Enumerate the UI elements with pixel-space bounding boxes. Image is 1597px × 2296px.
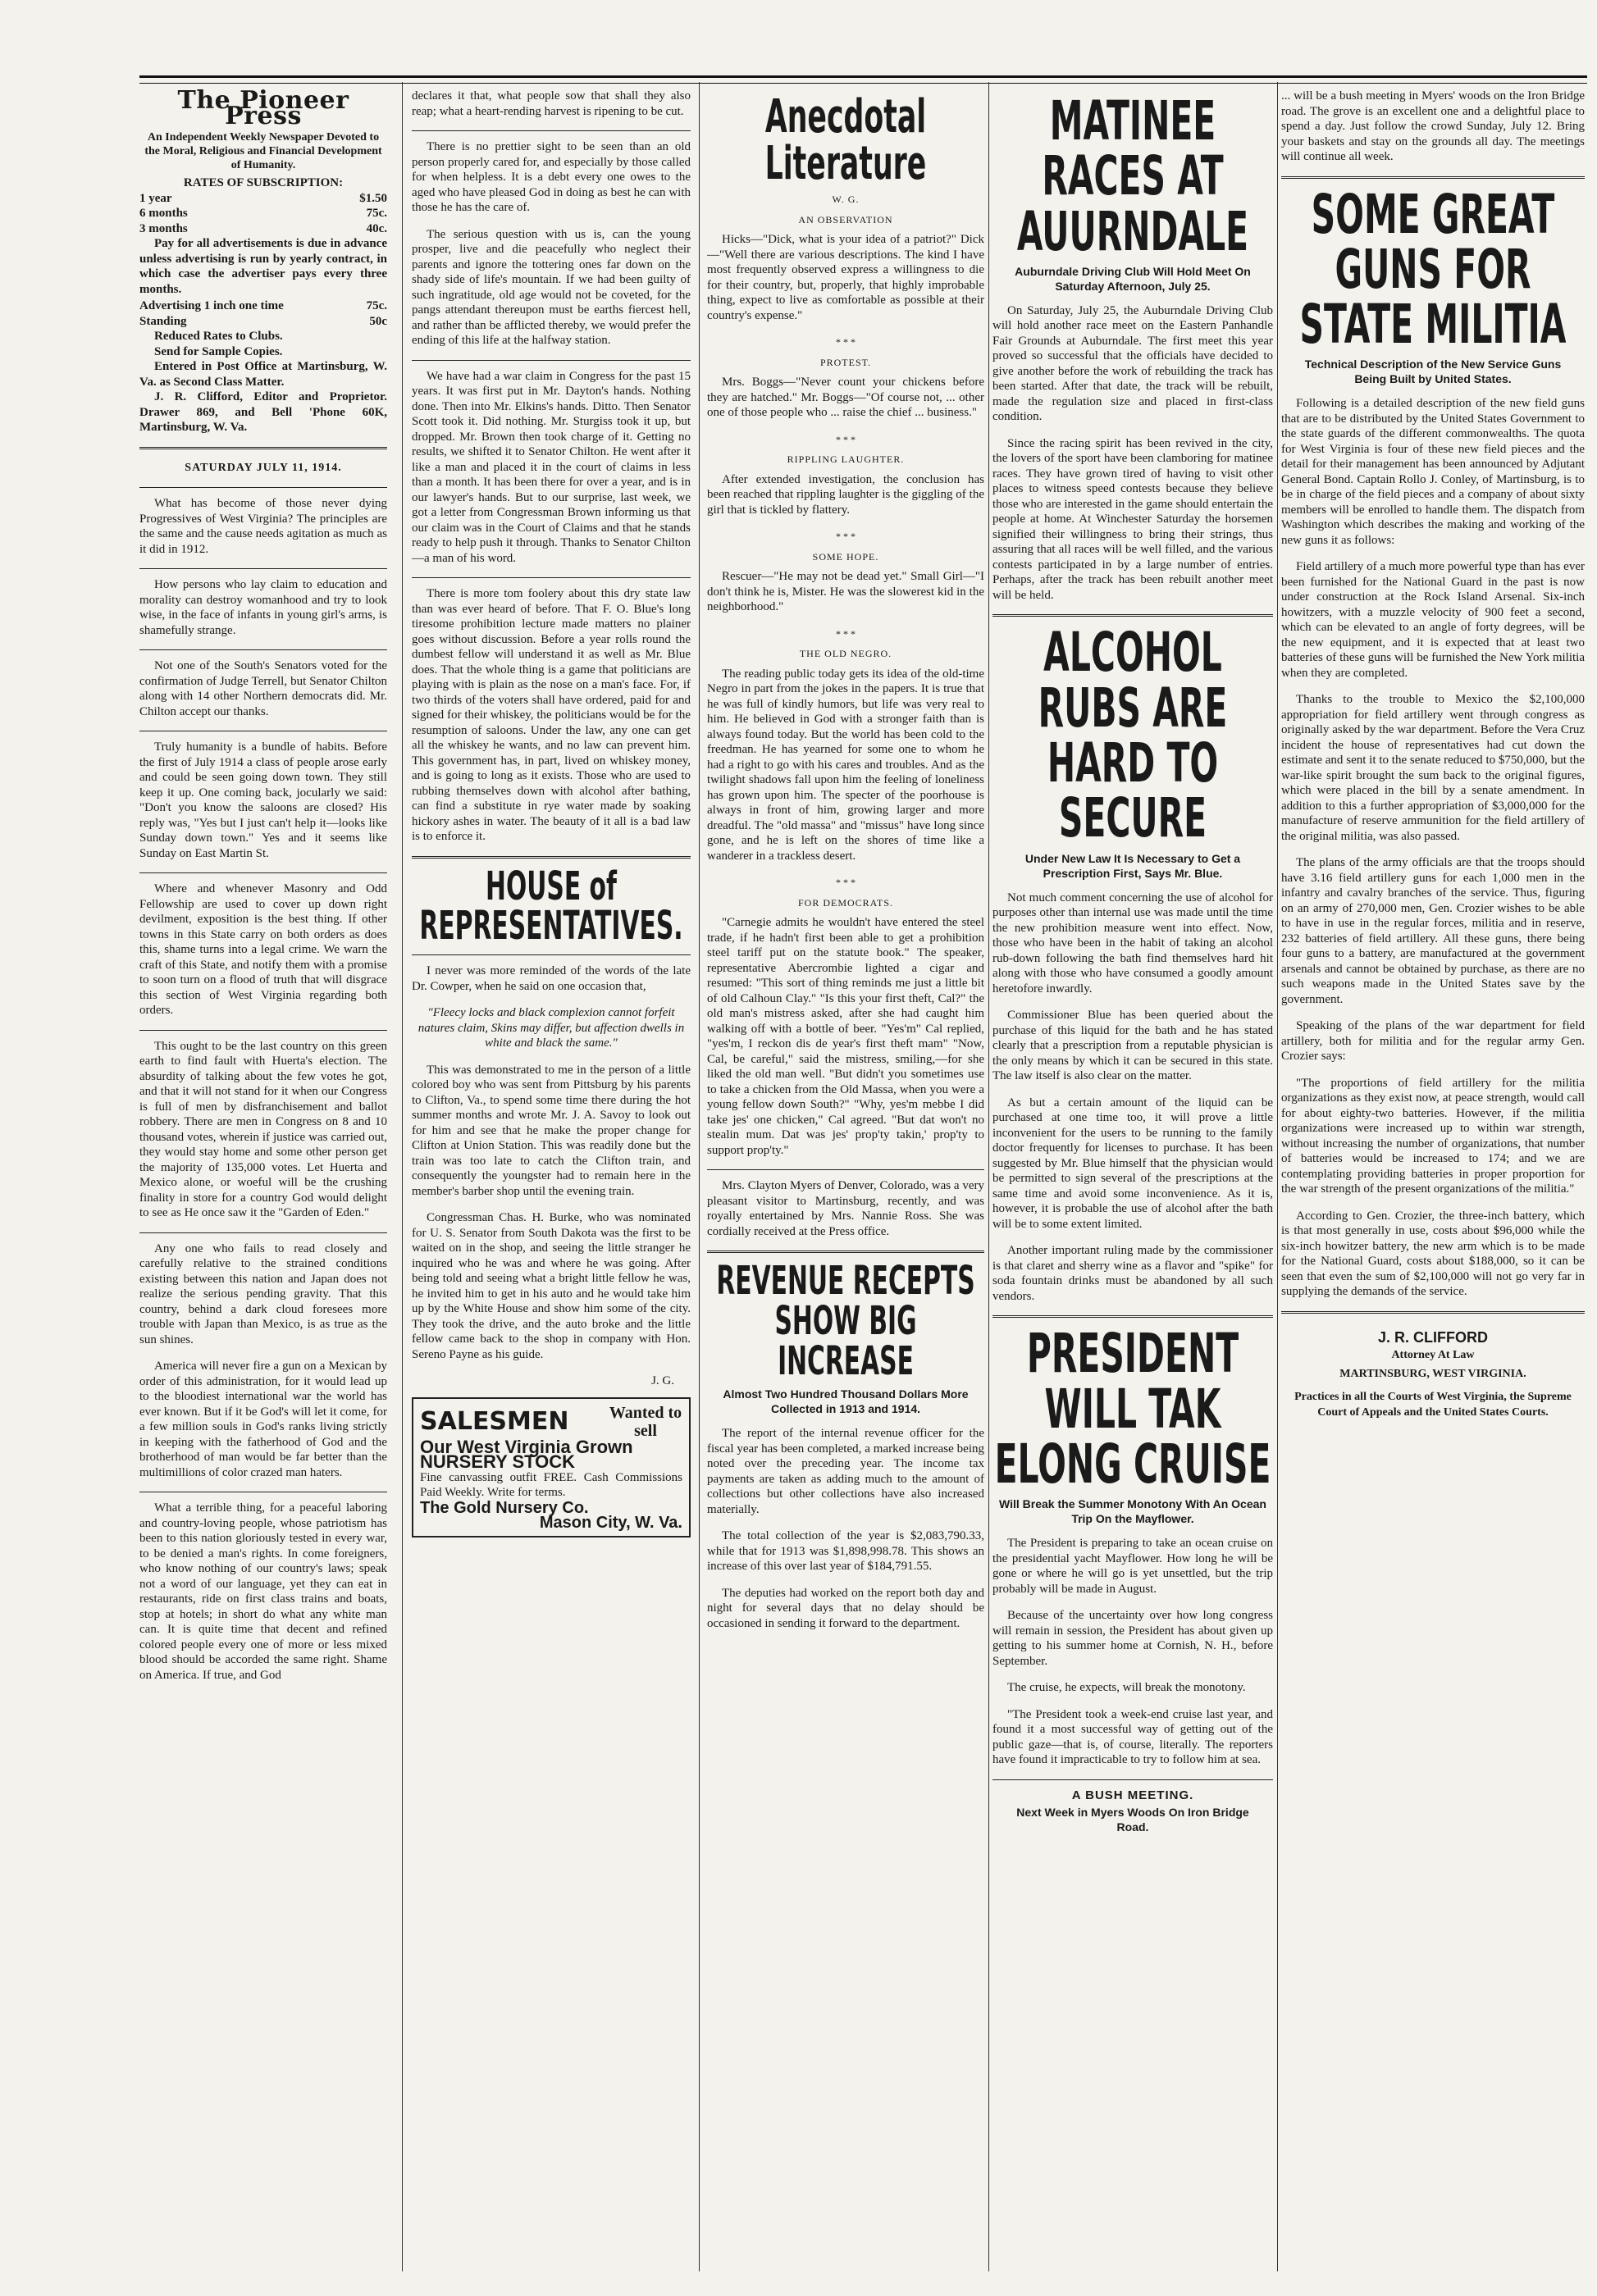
article-paragraph: Because of the uncertainty over how long congress will remain in session, the President has about given up getting to his summer home at Cornish, N. H., before September. [992,1609,1273,1668]
anecdote-text: Hicks—"Dick, what is your idea of a patriot?" Dick—"Well there are various descriptions. The kind I have most frequently observed express a willingness to die for their country, but, properly, that highly improbable thing, expect to live as comfortable as possible at their country's expense." [707,233,984,322]
anecdote-text: Mrs. Boggs—"Never count your chickens before they are hatched." Mr. Boggs—"Of course not, ... other one of those people who ... raise the chief ... business." [707,376,984,420]
house-headline: HOUSE of REPRESENTATIVES. [419,863,683,950]
article-paragraph: Speaking of the plans of the war department for field artillery, both for militia and for the regular army Gen. Crozier says: [1281,1019,1585,1064]
guns-subhead: Technical Description of the New Service Guns Being Built by United States. [1304,358,1562,386]
editorial-paragraph: Where and whenever Masonry and Odd Fellowship are used to cover up down right devilment, exposition is the best thing. If other towns in this State carry on both orders as does this, shame turns into a legal crime. We warn the craft of this State, and notify them with a promise to soon turn on a flood of truth that will disgrace this section of West Virginia regarding both orders. [139,882,387,1017]
divider [139,568,387,569]
editorial-paragraph: There is no prettier sight to be seen than an old person properly cared for, and especially by those called for when helpless. It is a debt every one owes to the aged who have pleased God in doing as best he can with those he has the care of. [412,140,691,214]
personal-note: Mrs. Clayton Myers of Denver, Colorado, was a very pleasant visitor to Martinsburg, recently, and was royally entertained by Mrs. Nannie Ross. She was cordially received at the Press office. [707,1179,984,1238]
article-paragraph: Congressman Chas. H. Burke, who was nominated for U. S. Senator from South Dakota was the first to be waited on in the shop, and seeing the little stranger he inquired who he was and where he was going. After being told and seeing what a bright little fellow he was, he invited him to get in his auto and he would take him up by the White House and show him some of the city. They took the drive, and the auto broke and the little fellow came back to the shop in company with Hon. Sereno Payne as his guide. [412,1211,691,1361]
bush-meeting-headline: A BUSH MEETING. [1071,1788,1194,1802]
divider [412,577,691,578]
article-paragraph: I never was more reminded of the words of the late Dr. Cowper, when he said on one occasion that, [412,964,691,993]
article-paragraph: "The President took a week-end cruise last year, and found it a most successful way of getting out of the public gaze—that is, of course, literally. The reporters have found it impracticable to try to follow him at sea. [992,1707,1273,1767]
rate-row: 1 year $1.50 [139,191,387,205]
editor-note: J. R. Clifford, Editor and Proprietor. Drawer 869, and Bell 'Phone 60K, Martinsburg, W. Va. [139,390,387,434]
ad-rate-row: Standing 50c [139,314,387,328]
anecdote-title: SOME HOPE. [812,550,879,563]
divider [412,360,691,361]
editorial-paragraph: declares it that, what people sow that shall they also reap; what a heart-rending harvest is ripening to be cut. [412,89,691,118]
column-1 [139,89,387,2270]
ad-body: Fine canvassing outfit FREE. Cash Commissions Paid Weekly. Write for terms. [420,1470,682,1500]
separator-asterisks: * * * [836,336,856,348]
column-2 [412,89,691,2270]
article-paragraph: Following is a detailed description of the new field guns that are to be distributed by the United States Government to the state guards of the different commonwealths. The quota for West Virginia is four of these new field pieces and the detail for their management has been announced by Adjutant General Bond. Captain Rollo J. Conley, of Martinsburg, is to be in charge of the field pieces and a company of about sixty members will be enrolled to handle them. The dispatch from Washington which describes the making and working of the new guns it as follows: [1281,397,1585,547]
ad-company: The Gold Nursery Co. [420,1498,589,1517]
byline: W. G. [832,194,860,206]
divider [139,487,387,488]
president-subhead: Will Break the Summer Monotony With An Ocean Trip On the Mayflower. [999,1497,1266,1526]
article-paragraph: ... will be a bush meeting in Myers' woods on the Iron Bridge road. The grove is an excellent one and a delightful place to spend a day. Just follow the crowd Sunday, July 12. Bring your baskets and stay on the grounds all day. The meetings will continue all week. [1281,89,1585,163]
editorial-paragraph: The serious question with us is, can the young prosper, live and die peacefully who neglect their parents and ignore the tottering ones far down on the shady side of life's mountain. If we had been guilty of such ingratitude, old age would not be coveted, for the pangs attendant thereupon must be earths fiercest hell, and rather than be afflicted thereby, we would prefer the ending of this life at the halfway station. [412,227,691,347]
column-5 [1281,89,1585,2270]
divider [139,447,387,449]
ad-line: NURSERY STOCK [420,1451,576,1473]
anecdote-text: The reading public today gets its idea of the old-time Negro in part from the jokes in the papers. It is true that he was full of kindly humors, but life was very real to him. He believed in God with a stronger faith than is always found today. But the world has been cold to the freedman. He has yearned for some one to whom he had a right to go with his cares and troubles. And as the twilight shadows fall upon him the feeling of loneliness has grown upon him. The specter of the poorhouse is always in front of him, growing larger and more dreadful. The "old massa" and "missus" have long since gone, and he is left on the shores of time like a wanderer in a trackless desert. [707,667,984,863]
rates-header: RATES OF SUBSCRIPTION: [183,176,344,189]
card-title: Attorney At Law [1391,1349,1475,1362]
pay-note: Pay for all advertisements is due in advance unless advertising is run by yearly contract, in which case the advertiser pays every three months. [139,237,387,296]
anecdote-title: RIPPLING LAUGHTER. [787,453,905,466]
column-rule [988,82,989,2271]
editorial-paragraph: This ought to be the last country on this green earth to find fault with Huerta's election. The absurdity of talking about the few votes he got, and that it will not stand for it when our Congress is full of men by disfranchisement and ballot robbery. There are men in Congress on 8 and 10 thousand votes, wherein if justice was carried out, they would stay home and some other person get the majority of 135,000 votes. Let Huerta and Mexico alone, or woeful will be the crushing finality in store for a country God would delight to see as He once saw it the "Garden of Eden." [139,1039,387,1219]
anecdote-title: THE OLD NEGRO. [799,648,892,660]
divider [992,614,1273,617]
masthead-title: The Pioneer Press [177,89,349,130]
divider [139,872,387,873]
article-paragraph: As but a certain amount of the liquid can be purchased at one time too, it will prove a little inconvenient for the users to be running to the family doctor frequently for licenses to purchase. It has been suggested by Mr. Blue himself that the physician would be permitted to sign several of the prescriptions at the same time and avoid some inconvenience. As it is, however, it is probable the use of alcohol after the bath will be to some extent limited. [992,1096,1273,1231]
article-paragraph: According to Gen. Crozier, the three-inch battery, which is that most generally in use, costs about $96,000 while the six-inch howitzer battery, the new arm which is to be made for the National Guard, costs about $188,000, so it can be seen that even the sum of $2,100,000 will not go very far in supplying the demands of the service. [1281,1209,1585,1299]
ad-headline: SALESMEN [420,1406,569,1436]
editorial-paragraph: How persons who lay claim to education and morality can destroy womanhood and try to look wise, in the face of infants in young girl's arms, is shamefully strange. [139,578,387,637]
rate-row: 3 months 40c. [139,221,387,235]
article-paragraph: The deputies had worked on the report both day and night for several days that no delay should be occasioned in sending it forward to the department. [707,1586,984,1630]
attorney-card [1281,1330,1585,1421]
ad-rate-row: Advertising 1 inch one time 75c. [139,299,387,312]
article-paragraph: The report of the internal revenue officer for the fiscal year has been completed, a marked increase being noted over the preceding year. The income tax payments are taken as adding much to the amount of collections but other collections have also increased materially. [707,1427,984,1516]
divider [1281,176,1585,179]
matinee-subhead: Auburndale Driving Club Will Hold Meet On Saturday Afternoon, July 25. [1015,264,1251,293]
ad-wanted: Wanted to sell [609,1403,682,1440]
anecdote-text: "Carnegie admits he wouldn't have entered the steel trade, if he hadn't first been able to get a prohibition steel tariff put on the statute book." The speaker, representative Abercrombie lighted a cigar and resumed: "This sort of thing reminds me just a little bit of old Calhoun Clay." "Is this your first theft, Cal?" the old man's mistress asked, after she had caught him walking off with a bottle of beer. "Yes'm" Cal replied, "yes'm, I reckon dis de year's first theft mam" "Now, Cal, be careful," said the mistress, smiling,—for she liked the old man well. "But didn't you sometimes use to take a chicken from the Old Massa, when you were a young fellow down South?" "Why, yes'm mebbe I did take jes' one chicken," Cal agreed. "But dat won't no stealin mum. Dat was jes' prop'ty takin,' prop'ty to support prop'ty." [707,916,984,1157]
dateline: SATURDAY JULY 11, 1914. [185,461,342,474]
divider [139,1232,387,1233]
editorial-paragraph: What has become of those never dying Progressives of West Virginia? The principles are the same and the cause needs agitation as much as it did in 1912. [139,497,387,556]
guns-headline: SOME GREAT GUNS FOR STATE MILITIA [1299,182,1567,357]
separator-asterisks: * * * [836,433,856,445]
article-paragraph: This was demonstrated to me in the person of a little colored boy who was sent from Pittsburg by his parents to Clifton, Va., to spend some time there during the hot summer months and wrote Mr. J. A. Savoy to look out for him and see that he make the proper change for Clifton at Union Station. This was readily done but the train was too late to catch the Clifton train, and consequently the youngster had to remain here in the member's barber shop until the evening train. [412,1063,691,1198]
column-rule [402,82,403,2271]
poem-quote: "Fleecy locks and black complexion cannot forfeit natures claim, Skins may differ, but affection dwells in white and black the same." [418,1006,685,1050]
matinee-headline: MATINEE RACES AT AUURNDALE [1016,89,1249,263]
divider [139,1030,387,1031]
column-3 [707,89,984,2270]
entered-note: Entered in Post Office at Martinsburg, W. Va. as Second Class Matter. [139,360,387,389]
rate-row: 6 months 75c. [139,207,387,220]
separator-asterisks: * * * [836,877,856,889]
divider [992,1779,1273,1780]
salesmen-ad [412,1397,691,1538]
separator-asterisks: * * * [836,531,856,543]
anecdote-title: FOR DEMOCRATS. [797,896,894,909]
divider [1281,1311,1585,1314]
article-paragraph: The President is preparing to take an ocean cruise on the presidential yacht Mayflower. How long he will be gone or where he will go is yet unsettled, but the trip probably will be made in August. [992,1537,1273,1596]
editorial-paragraph: There is more tom foolery about this dry state law than was ever heard of before. That F. O. Blue's long tiresome prohibition lecture made matters no plainer goes without discussion. Before a year rolls round the dumbest fellow will understand it as well as Mr. Blue does. That the whole thing is a game that politicians are playing with is plain as the nose on a man's face. For, if two thirds of the voters shall have ordered, paid for and signed for their whiskey, the politicians would be for the resumption of saloons. Under the law, any one can get all the whiskey he wants, and no law can prevent him. This government has, in part, lived on whiskey money, and is going to long as it exists. Those who are used to rubbing themselves down with alcohol after bathing, can find a substitute in rye water made by soaking hickory ashes in water. The beauty of it all is a bad law is to enforce it. [412,587,691,843]
president-headline: PRESIDENT WILL TAK ELONG CRUISE [994,1322,1271,1496]
bush-meeting-subhead: Next Week in Myers Woods On Iron Bridge Road. [1016,1805,1249,1834]
article-paragraph: Another important ruling made by the commissioner is that claret and sherry wine as a flavor and "spike" for soda fountain drinks must be abandoned by all such vendors. [992,1244,1273,1303]
card-practice: Practices in all the Courts of West Virginia, the Supreme Court of Appeals and the United States Courts. [1294,1391,1572,1419]
editorial-paragraph: Not one of the South's Senators voted for the confirmation of Judge Terrell, but Senator Chilton along with 14 other Northern democrats did. Mr. Chilton accept our thanks. [139,659,387,718]
column-4 [992,89,1273,2270]
editorial-paragraph: What a terrible thing, for a peaceful laboring and country-loving people, whose patriotism has been to this nation gloriously tested in every war, to be denied a man's rights. In come foreigners, who know nothing of our country's laws; speak not a word of our language, yet they can eat in restaurants, ride on first class trains and boats, stop at hotels; in short do what any white man can. It is quite time that decent and refined colored people every one of more or less mixed blood should be accorded the same right. Shame on America. If true, and God [139,1501,387,1682]
divider [707,1250,984,1253]
anecdote-text: Rescuer—"He may not be dead yet." Small Girl—"I don't think he is, Mister. He was the slowerest kid in the neighborhood." [707,570,984,614]
article-paragraph: The total collection of the year is $2,083,790.33, while that for 1913 was $1,898,998.78. This shows an increase of this over last year of $184,791.55. [707,1529,984,1574]
column-rule [699,82,700,2271]
alcohol-headline: ALCOHOL RUBS ARE HARD TO SECURE [1038,621,1228,850]
article-signature: J. G. [651,1374,674,1388]
editorial-paragraph: Any one who fails to read closely and carefully relative to the strained conditions existing between this nation and Japan does not realize the serious pending gravity. That this country, behind a dark cloud foresees more trouble with Japan than Mexico, is as true as the sun shines. [139,1241,387,1346]
divider [412,130,691,131]
anecdote-title: AN OBSERVATION [798,213,893,226]
card-name: J. R. CLIFFORD [1378,1328,1488,1346]
sample-copies: Send for Sample Copies. [154,344,283,358]
column-rule [1277,82,1278,2271]
divider [992,1315,1273,1318]
anecdote-title: PROTEST. [819,356,872,368]
reduced-rates: Reduced Rates to Clubs. [154,330,283,343]
editorial-paragraph: America will never fire a gun on a Mexican by order of this administration, for it would lead up to the bloodiest international war the world has ever known. But if it be God's will let it come, for a few million souls in God's ranks living strictly in keeping with the fatherhood of God and the brotherhood of man would be far better than the multimillions of color crazed man haters. [139,1360,387,1479]
revenue-subhead: Almost Two Hundred Thousand Dollars More Collected in 1913 and 1914. [723,1387,969,1416]
article-paragraph: Thanks to the trouble to Mexico the $2,100,000 appropriation for field artillery went through congress as originally asked by the war department. Before the Vera Cruz incident the house of representatives had cut down the estimate and sent it to the senate reduced to $750,000, but the war-like spirit brought the sum back to the original figures, which were placed in the bill by a senate amendment. In addition to this a further appropriation of $3,000,000 for the manufacture of reserve ammunition for the field artillery of the original militia, was also passed. [1281,693,1585,843]
separator-asterisks: * * * [836,627,856,640]
top-rule [139,75,1587,84]
article-paragraph: Field artillery of a much more powerful type than has ever been furnished for the National Guard in the past is now under construction at the Rock Island Arsenal. Six-inch howitzers, with a muzzle velocity of 900 feet a second, which can be elevated to an angle of forty degrees, will be the new equipment, and it is expected that at least two batteries of these guns will be furnished the New York militia when they are completed. [1281,560,1585,680]
anecdotal-headline: Anecdotal Literature [764,90,927,191]
divider [412,954,691,955]
divider [412,856,691,859]
article-paragraph: "The proportions of field artillery for the militia organizations as they exist now, at peace strength, would call for about eighty-two batteries. However, if the militia organizations were increased up to within war strength, without increasing the number of organizations, that number of batteries would be increased to 174; and we are contemplating providing batteries in proper proportion for the war strength of the present organizations of the militia." [1281,1076,1585,1196]
divider [707,1169,984,1170]
article-paragraph: On Saturday, July 25, the Auburndale Driving Club will hold another race meet on the Eastern Panhandle Fair Grounds at Auburndale. The first meet this year proved so successful that the officials have decided to give another before the work of rebuilding the track has been started. After that date, the track will be rebuilt, made the regulation size and placed in first-class condition. [992,303,1273,424]
article-paragraph: Not much comment concerning the use of alcohol for purposes other than internal use was made until the time the new prohibition measure went into effect. Now, those who have been in the habit of taking an alcohol rub-down following the bath find themselves hard hit along with those who have consumed a goodly amount heretofore inwardly. [992,891,1273,995]
article-paragraph: The cruise, he expects, will break the monotony. [1007,1681,1246,1695]
article-paragraph: Commissioner Blue has been queried about the purchase of this liquid for the bath and he has stated clearly that a prescription from a reputable physician is the only means by which it can be secured in this state. The law itself is also clear on the matter. [992,1009,1273,1083]
card-city: MARTINSBURG, WEST VIRGINIA. [1339,1367,1526,1380]
ad-line: Our West Virginia Grown [420,1436,633,1457]
masthead-tagline: An Independent Weekly Newspaper Devoted to the Moral, Religious and Financial Development of Humanity. [144,131,382,171]
ad-city: Mason City, W. Va. [539,1514,682,1533]
revenue-headline: REVENUE RECEPTS SHOW BIG INCREASE [716,1258,975,1385]
anecdote-text: After extended investigation, the conclusion has been reached that rippling laughter is the giggling of the girl that is tickled by flattery. [707,472,984,517]
editorial-paragraph: Truly humanity is a bundle of habits. Before the first of July 1914 a class of people arose early and could be seen going down town. They still keep it up. One coming back, jocularly we said: "Don't you know the saloons are closed? His reply was, "Yes but I just can't help it—looks like Sunday down town." Yes and it seems like Sunday on East Martin St. [139,740,387,860]
alcohol-subhead: Under New Law It Is Necessary to Get a Prescription First, Says Mr. Blue. [1024,851,1241,880]
editorial-paragraph: We have had a war claim in Congress for the past 15 years. It was first put in Mr. Dayton's hands. Nothing done. Then into Mr. Elkins's hands. Ditto. Then Senator Scott took it. Did nothing. Mr. Sturgiss took it up, but dropped. Mr. Brown then took charge of it. Getting no results, we shifted it to Senator Chilton. He went after it like a man and placed it in the court of claims in less than a month. It has been there for over a year, and is in our lawyer's hands. But to our surprise, last week, we got a letter from Congressman Brown informing us that our claim was in the Court of Claims and that he stands ready to help push it through. Thanks to Senator Chilton—a man of his word. [412,369,691,565]
article-paragraph: The plans of the army officials are that the troops should have 3.16 field artillery guns for each 1,000 men in the infantry and cavalry branches of the service. Thus, figuring on an army of 270,000 men, Gen. Crozier wishes to be able to have in use in the regular forces, militia and in reserve, 232 batteries of field artillery. All these guns, there being four guns to a battery, are manufactured at the government arsenals and cannot be obtained by purchase, as there are no such weapons made in the United States save by the government. [1281,856,1585,1006]
divider [139,649,387,650]
article-paragraph: Since the racing spirit has been revived in the city, the lovers of the sport have been clamboring for matinee races. They have grown tired of having to visit other places to witness speed contests because they believe those who are interested in the game should entertain the people at home. At Winchester Saturday the horsemen signified their willingness to bring their strings, thus assuring that all races will be well filled, and the various contests participated in by a large number of entries. Perhaps, after the track has been rebuilt another meet will be held. [992,436,1273,602]
